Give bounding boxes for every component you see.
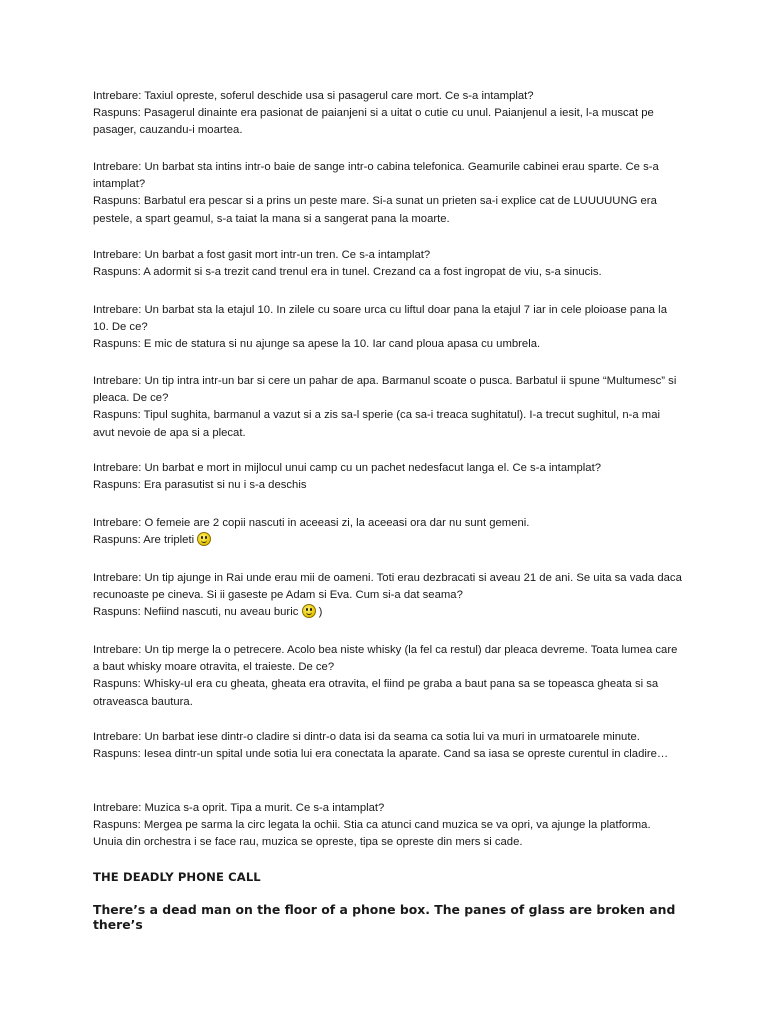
question: Intrebare: Taxiul opreste, soferul deschide usa si pasagerul care mort. Ce s-a intamplat? (93, 90, 534, 102)
question: Intrebare: Muzica s-a oprit. Tipa a murit. Ce s-a intamplat? (93, 802, 385, 814)
answer: Raspuns: E mic de statura si nu ajunge sa apese la 10. Iar cand ploua apasa cu umbrela. (93, 338, 541, 351)
answer (93, 532, 683, 549)
question: Intrebare: Un tip ajunge in Rai unde erau mii de oameni. Toti erau dezbracati si aveau 21 de ani. Se uita sa vada daca recunoaste pe cineva. Si ii gaseste pe Adam si Eva. Cum si-a dat seama? (93, 572, 682, 602)
question: Intrebare: Un tip intra intr-un bar si cere un pahar de apa. Barmanul scoate o pusca. Barbatul ii spune “Multumesc” si pleaca. De ce? (93, 375, 677, 405)
qa-block (93, 515, 683, 549)
qa-block (93, 88, 683, 140)
question: Intrebare: Un tip merge la o petrecere. Acolo bea niste whisky (la fel ca restul) dar pleaca devreme. Toata lumea care a baut whisky moare otravita, el traieste. De ce? (93, 644, 678, 674)
qa-block (93, 642, 683, 711)
answer: Raspuns: Whisky-ul era cu gheata, gheata era otravita, el fiind pe graba a baut pana sa se topeasca gheata si sa otraveasca bautura. (93, 678, 659, 708)
question: Intrebare: O femeie are 2 copii nascuti in aceeasi zi, la aceeasi ora dar nu sunt gemeni. (93, 517, 530, 529)
question: Intrebare: Un barbat sta intins intr-o baie de sange intr-o cabina telefonica. Geamurile cabinei erau sparte. Ce s-a intamplat? (93, 161, 659, 191)
lead-paragraph: There’s a dead man on the floor of a phone box. The panes of glass are broken and there’s (93, 902, 676, 932)
answer: Raspuns: Barbatul era pescar si a prins un peste mare. Si-a sunat un prieten sa-i explice cat de LUUUUUNG era pestele, a spart geamul, s-a taiat la mana si a sangerat pana la moarte. (93, 195, 657, 225)
smiley-icon (302, 604, 316, 618)
answer-text: Raspuns: Nefiind nascuti, nu aveau buric (93, 606, 299, 619)
answer: Raspuns: Tipul sughita, barmanul a vazut si a zis sa-l sperie (ca sa-i treaca sughitatul). I-a trecut sughitul, n-a mai avut nevoie de apa si a plecat. (93, 409, 660, 439)
qa-block (93, 460, 683, 494)
qa-block (93, 159, 683, 228)
qa-block (93, 302, 683, 354)
answer: Raspuns: Era parasutist si nu i s-a deschis (93, 479, 307, 492)
answer: Raspuns: Iesea dintr-un spital unde sotia lui era conectata la aparate. Cand sa iasa se opreste curentul in cladire… (93, 748, 669, 761)
qa-block (93, 800, 683, 852)
qa-block (93, 373, 683, 442)
section-heading: THE DEADLY PHONE CALL (93, 870, 261, 884)
qa-block (93, 570, 683, 622)
question: Intrebare: Un barbat iese dintr-o cladire si dintr-o data isi da seama ca sotia lui va muri in urmatoarele minute. (93, 731, 640, 743)
qa-block (93, 729, 683, 763)
answer: Raspuns: A adormit si s-a trezit cand trenul era in tunel. Crezand ca a fost ingropat de viu, s-a sinucis. (93, 266, 602, 279)
question: Intrebare: Un barbat a fost gasit mort intr-un tren. Ce s-a intamplat? (93, 249, 431, 261)
smiley-icon (197, 532, 211, 546)
answer (93, 604, 683, 621)
answer: Raspuns: Pasagerul dinainte era pasionat de paianjeni si a uitat o cutie cu unul. Paianjenul a iesit, l-a muscat pe pasager, cauzandu-i moartea. (93, 107, 654, 137)
question: Intrebare: Un barbat sta la etajul 10. In zilele cu soare urca cu liftul doar pana la etajul 7 iar in cele ploioase pana la 10. De ce? (93, 304, 667, 334)
answer-tail: ) (315, 606, 323, 619)
answer-text: Raspuns: Are tripleti (93, 534, 195, 547)
answer: Raspuns: Mergea pe sarma la circ legata la ochii. Stia ca atunci cand muzica se va opri, va ajunge la platforma. Unuia din orchestra i se face rau, muzica se opreste, tipa se opreste din mers si cade. (93, 819, 651, 849)
qa-block (93, 247, 683, 281)
question: Intrebare: Un barbat e mort in mijlocul unui camp cu un pachet nedesfacut langa el. Ce s-a intamplat? (93, 462, 602, 474)
